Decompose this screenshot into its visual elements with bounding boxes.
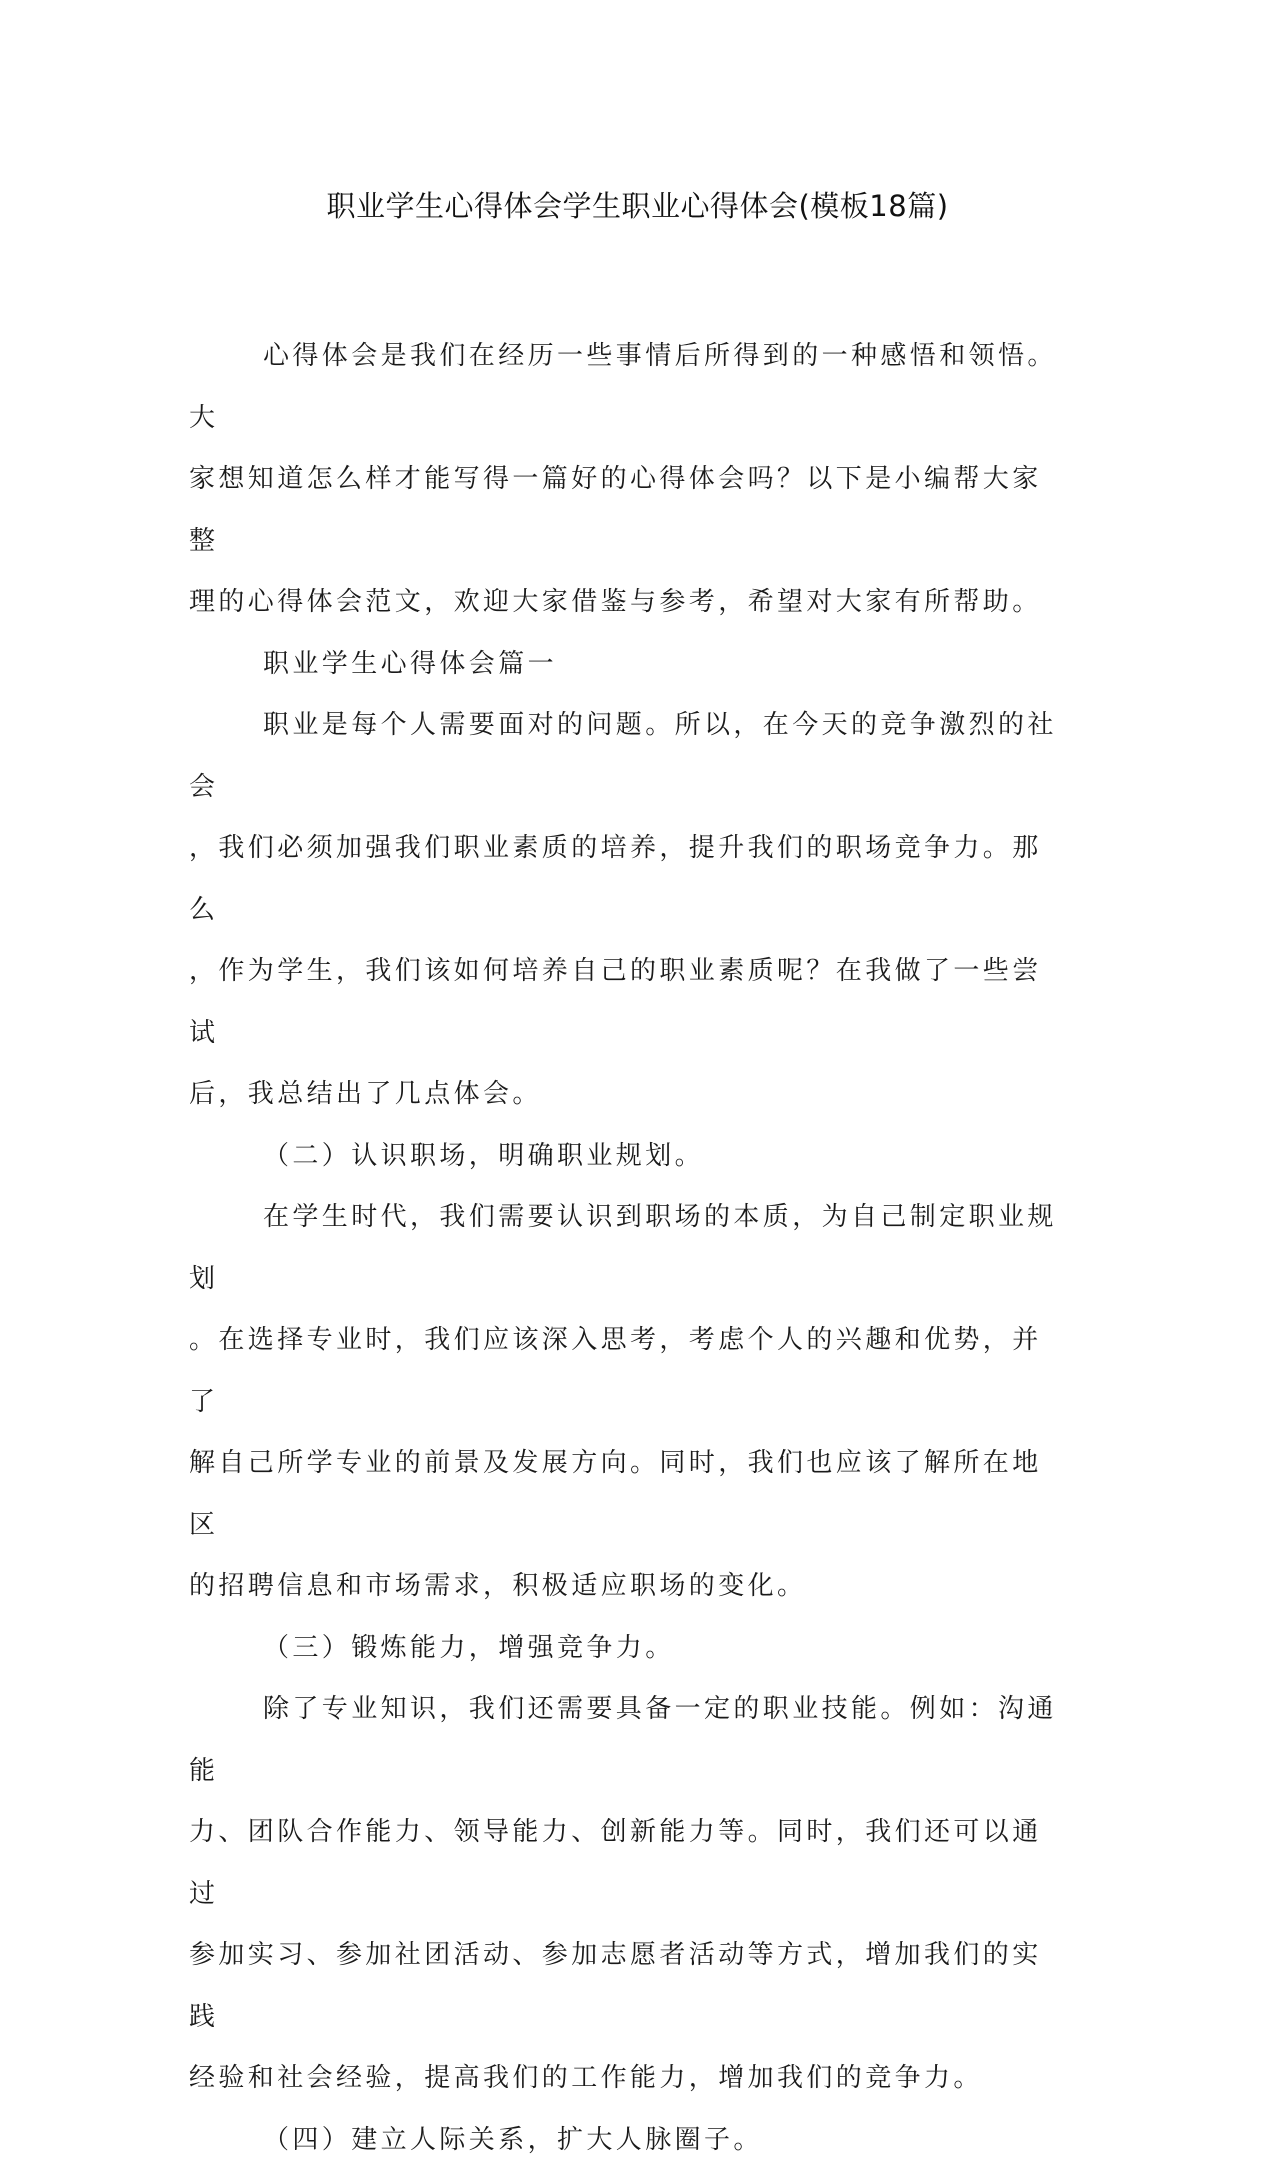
subheading-4: （四）建立人际关系，扩大人脉圈子。 [189, 2110, 1069, 2171]
intro-paragraph: 心得体会是我们在经历一些事情后所得到的一种感悟和领悟。大 家想知道怎么样才能写得一篇好的心得体会吗？以下是小编帮大家整 理的心得体会范文，欢迎大家借鉴与参考，希望对大家有所帮助。 [189, 326, 1069, 634]
body-paragraph: 除了专业知识，我们还需要具备一定的职业技能。例如：沟通能 力、团队合作能力、领导能力、创新能力等。同时，我们还可以通过 参加实习、参加社团活动、参加志愿者活动等方式，增加我们的实践 经验和社会经验，提高我们的工作能力，增加我们的竞争力。 [189, 1679, 1069, 2110]
subheading-2: （二）认识职场，明确职业规划。 [189, 1126, 1069, 1188]
document-body [189, 326, 1069, 2171]
section-heading-1: 职业学生心得体会篇一 [189, 634, 1069, 696]
subheading-3: （三）锻炼能力，增强竞争力。 [189, 1618, 1069, 1680]
document-title: 职业学生心得体会学生职业心得体会(模板18篇) [0, 186, 1275, 226]
body-paragraph: 在学生时代，我们需要认识到职场的本质，为自己制定职业规划 。在选择专业时，我们应该深入思考，考虑个人的兴趣和优势，并了 解自己所学专业的前景及发展方向。同时，我们也应该了解所在地区 的招聘信息和市场需求，积极适应职场的变化。 [189, 1187, 1069, 1618]
body-paragraph: 职业是每个人需要面对的问题。所以，在今天的竞争激烈的社会 ，我们必须加强我们职业素质的培养，提升我们的职场竞争力。那么 ，作为学生，我们该如何培养自己的职业素质呢？在我做了一些尝试 后，我总结出了几点体会。 [189, 695, 1069, 1126]
